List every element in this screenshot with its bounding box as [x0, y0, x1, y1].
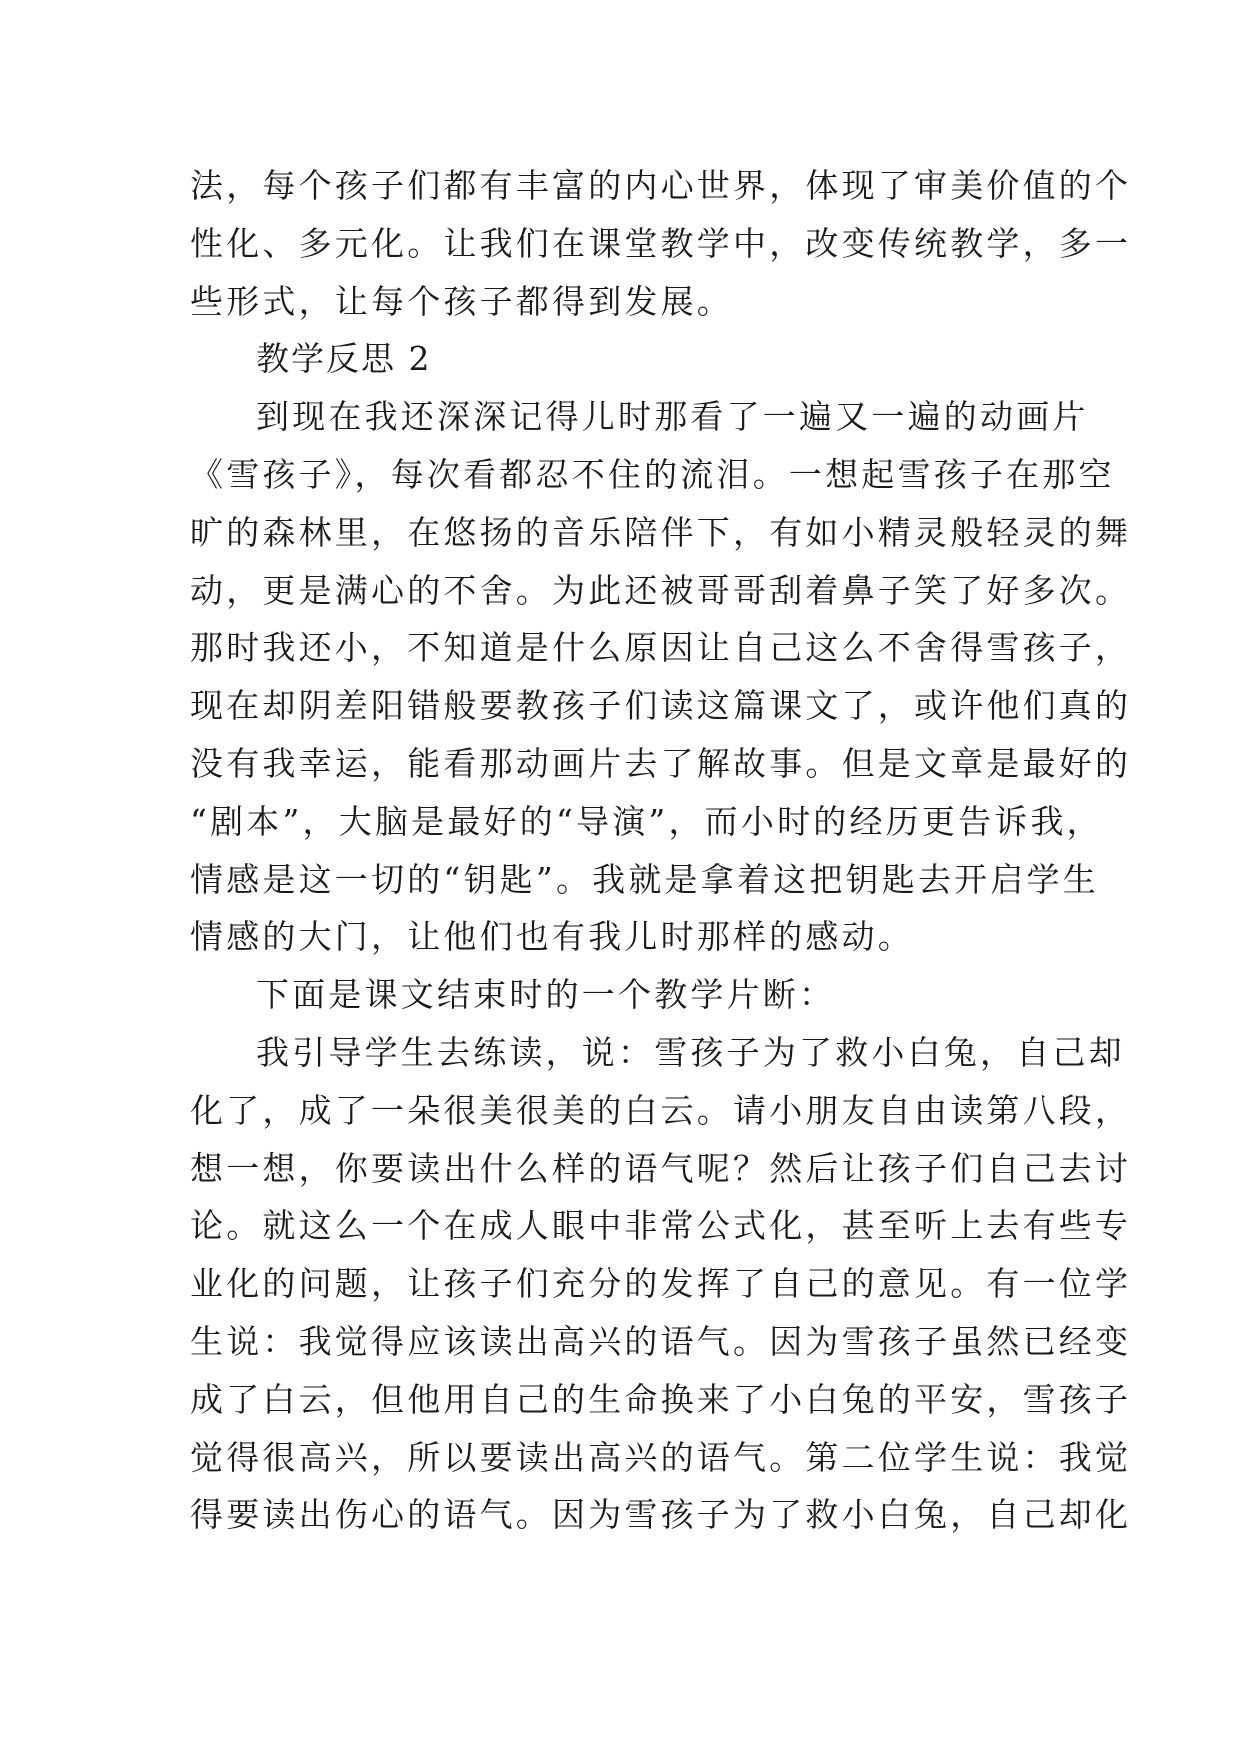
text-line: 那时我还小，不知道是什么原因让自己这么不舍得雪孩子，	[190, 628, 1132, 668]
text-line: 旷的森林里，在悠扬的音乐陪伴下，有如小精灵般轻灵的舞	[190, 512, 1132, 552]
text-line: 我引导学生去练读，说：雪孩子为了救小白兔，自己却	[256, 1032, 1125, 1072]
text-line: 得要读出伤心的语气。因为雪孩子为了救小白兔，自己却化	[190, 1495, 1132, 1535]
text-line: “剧本”，大脑是最好的“导演”，而小时的经历更告诉我，	[190, 801, 1103, 841]
text-line: 化了，成了一朵很美很美的白云。请小朋友自由读第八段，	[190, 1090, 1132, 1130]
text-line: 成了白云，但他用自己的生命换来了小白兔的平安，雪孩子	[190, 1379, 1132, 1419]
section-heading: 教学反思 2	[256, 339, 432, 379]
body-text	[190, 157, 1132, 1544]
text-line: 情感是这一切的“钥匙”。我就是拿着这把钥匙去开启学生	[190, 859, 1099, 899]
text-line: 没有我幸运，能看那动画片去了解故事。但是文章是最好的	[190, 743, 1132, 783]
text-line: 下面是课文结束时的一个教学片断：	[256, 975, 836, 1015]
text-line: 情感的大门，让他们也有我儿时那样的感动。	[190, 917, 914, 957]
text-line: 现在却阴差阳错般要教孩子们读这篇课文了，或许他们真的	[190, 686, 1132, 726]
text-line: 些形式，让每个孩子都得到发展。	[190, 281, 733, 321]
text-line: 动，更是满心的不舍。为此还被哥哥刮着鼻子笑了好多次。	[190, 570, 1132, 610]
text-line: 《雪孩子》，每次看都忍不住的流泪。一想起雪孩子在那空	[190, 454, 1115, 494]
text-line: 法，每个孩子们都有丰富的内心世界，体现了审美价值的个	[190, 166, 1132, 205]
text-line: 业化的问题，让孩子们充分的发挥了自己的意见。有一位学	[190, 1264, 1132, 1304]
text-line: 性化、多元化。让我们在课堂教学中，改变传统教学，多一	[190, 223, 1132, 263]
text-line: 想一想，你要读出什么样的语气呢？然后让孩子们自己去讨	[190, 1148, 1132, 1188]
text-line: 觉得很高兴，所以要读出高兴的语气。第二位学生说：我觉	[190, 1437, 1132, 1477]
text-line: 论。就这么一个在成人眼中非常公式化，甚至听上去有些专	[190, 1206, 1132, 1246]
text-line: 到现在我还深深记得儿时那看了一遍又一遍的动画片	[256, 397, 1089, 437]
text-line: 生说：我觉得应该读出高兴的语气。因为雪孩子虽然已经变	[190, 1321, 1132, 1361]
